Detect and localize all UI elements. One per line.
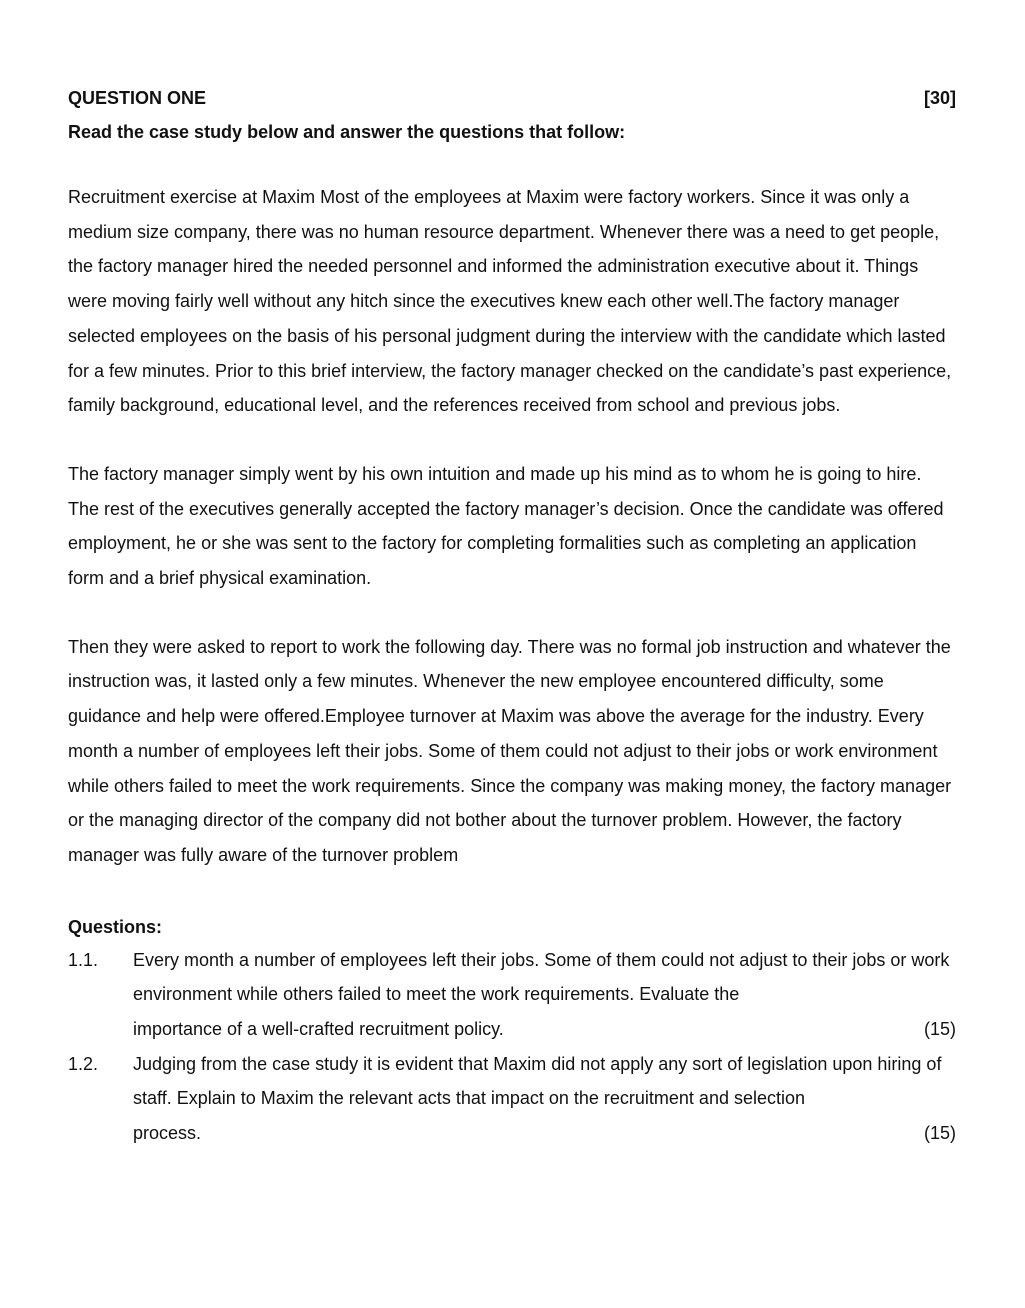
question-text: Every month a number of employees left their jobs. Some of them could not adjust to their jobs or work environment while others failed to meet the work requirements. Evaluate the <box>133 949 950 1005</box>
case-study-paragraph-3: Then they were asked to report to work the following day. There was no formal job instruction and whatever the instruction was, it lasted only a few minutes. Whenever the new employee encountered difficulty, some guidance and help were offered.Employee turnover at Maxim was above the average for the industry. Every month a number of employees left their jobs. Some of them could not adjust to their jobs or work environment while others failed to meet the work requirements. Since the company was making money, the factory manager or the managing director of the company did not bother about the turnover problem. However, the factory manager was fully aware of the turnover problem <box>68 636 952 865</box>
question-item-1-1 <box>68 943 956 1047</box>
question-body <box>133 943 956 1047</box>
question-last-line <box>133 1012 956 1047</box>
question-marks: (15) <box>923 1019 956 1040</box>
instruction-text: Read the case study below and answer the questions that follow: <box>68 122 626 142</box>
question-text-end: importance of a well-crafted recruitment policy. <box>133 1019 504 1040</box>
question-body <box>133 1047 956 1151</box>
case-study-paragraph-2: The factory manager simply went by his own intuition and made up his mind as to whom he is going to hire. The rest of the executives generally accepted the factory manager’s decision. Once the candidate was offered employment, he or she was sent to the factory for completing formalities such as completing an application form and a brief physical examination. <box>68 463 944 589</box>
question-last-line <box>133 1116 956 1151</box>
question-number: 1.2. <box>68 1053 99 1074</box>
case-study-paragraph-1: Recruitment exercise at Maxim Most of the employees at Maxim were factory workers. Since it was only a medium size company, there was no human resource department. Whenever there was a need to get people, the factory manager hired the needed personnel and informed the administration executive about it. Things were moving fairly well without any hitch since the executives knew each other well.The factory manager selected employees on the basis of his personal judgment during the interview with the candidate which lasted for a few minutes. Prior to this brief interview, the factory manager checked on the candidate’s past experience, family background, educational level, and the references received from school and previous jobs. <box>68 187 952 416</box>
exam-page <box>68 84 956 1151</box>
question-number: 1.1. <box>68 949 99 970</box>
question-item-1-2 <box>68 1047 956 1151</box>
question-heading-row <box>68 84 956 112</box>
question-title: QUESTION ONE <box>68 88 207 108</box>
questions-title: Questions: <box>68 916 163 937</box>
question-marks: (15) <box>923 1123 956 1144</box>
question-text-end: process. <box>133 1123 202 1144</box>
total-marks: [30] <box>923 88 956 108</box>
question-text: Judging from the case study it is evident that Maxim did not apply any sort of legislation upon hiring of staff. Explain to Maxim the relevant acts that impact on the recruitment and selection <box>133 1053 942 1109</box>
